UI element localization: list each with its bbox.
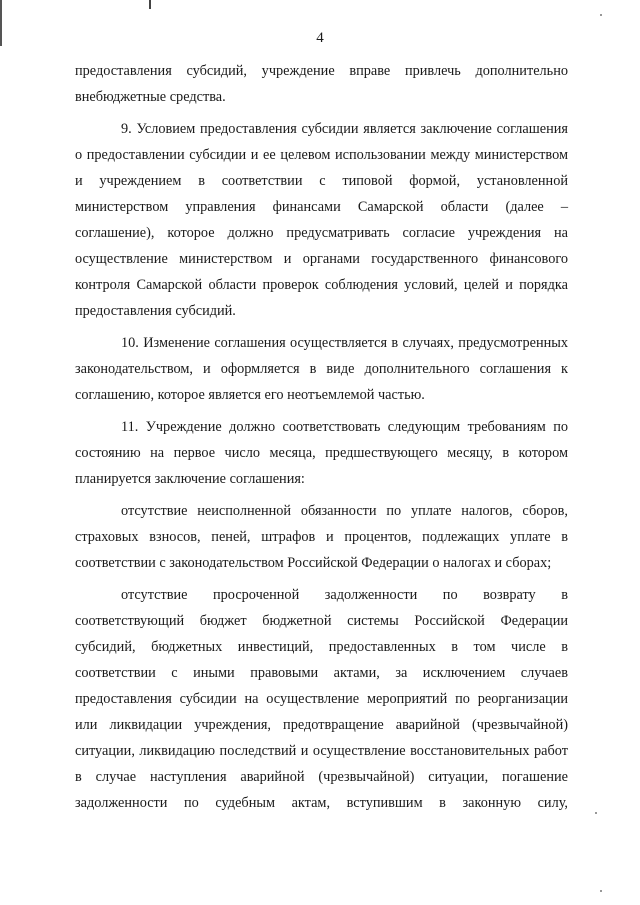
scan-dot — [600, 14, 602, 16]
paragraph-requirement-debt: отсутствие просроченной задолженности по возврату в соответствующий бюджет бюджетной системы Российской Федерации субсидий, бюджетных инвестиций, предоставленных в том числе в соответствии с иными правовыми актами, за исключением случаев предоставления субсидии на осуществление мероприятий по реорганизации или ликвидации учреждения, предотвращение аварийной (чрезвычайной) ситуации, ликвидацию последствий и осуществление восстановительных работ в случае наступления аварийной (чрезвычайной) ситуации, погашение задолженности по судебным актам, вступившим в законную силу, — [75, 587, 568, 811]
scan-top-mark — [149, 0, 151, 9]
scan-dot — [600, 890, 602, 892]
scan-dot — [595, 812, 597, 814]
paragraph-continuation: предоставления субсидий, учреждение вправе привлечь дополнительно внебюджетные средства. — [75, 63, 568, 105]
page-number: 4 — [316, 30, 324, 46]
paragraph-clause-9: 9. Условием предоставления субсидии является заключение соглашения о предоставлении субсидии и ее целевом использовании между министерством и учреждением в соответствии с типовой формой, установленной министерством управления финансами Самарской области (далее – соглашение), которое должно предусматривать согласие учреждения на осуществление министерством и органами государственного финансового контроля Самарской области проверок соблюдения условий, целей и порядка предоставления субсидий. — [75, 121, 568, 319]
paragraph-requirement-taxes: отсутствие неисполненной обязанности по уплате налогов, сборов, страховых взносов, пеней, штрафов и процентов, подлежащих уплате в соответствии с законодательством Российской Федерации о налогах и сборах; — [75, 503, 568, 571]
document-body — [75, 58, 568, 822]
paragraph-clause-10: 10. Изменение соглашения осуществляется в случаях, предусмотренных законодательством, и оформляется в виде дополнительного соглашения к соглашению, которое является его неотъемлемой частью. — [75, 335, 568, 403]
paragraph-clause-11: 11. Учреждение должно соответствовать следующим требованиям по состоянию на первое число месяца, предшествующего месяцу, в котором планируется заключение соглашения: — [75, 419, 568, 487]
